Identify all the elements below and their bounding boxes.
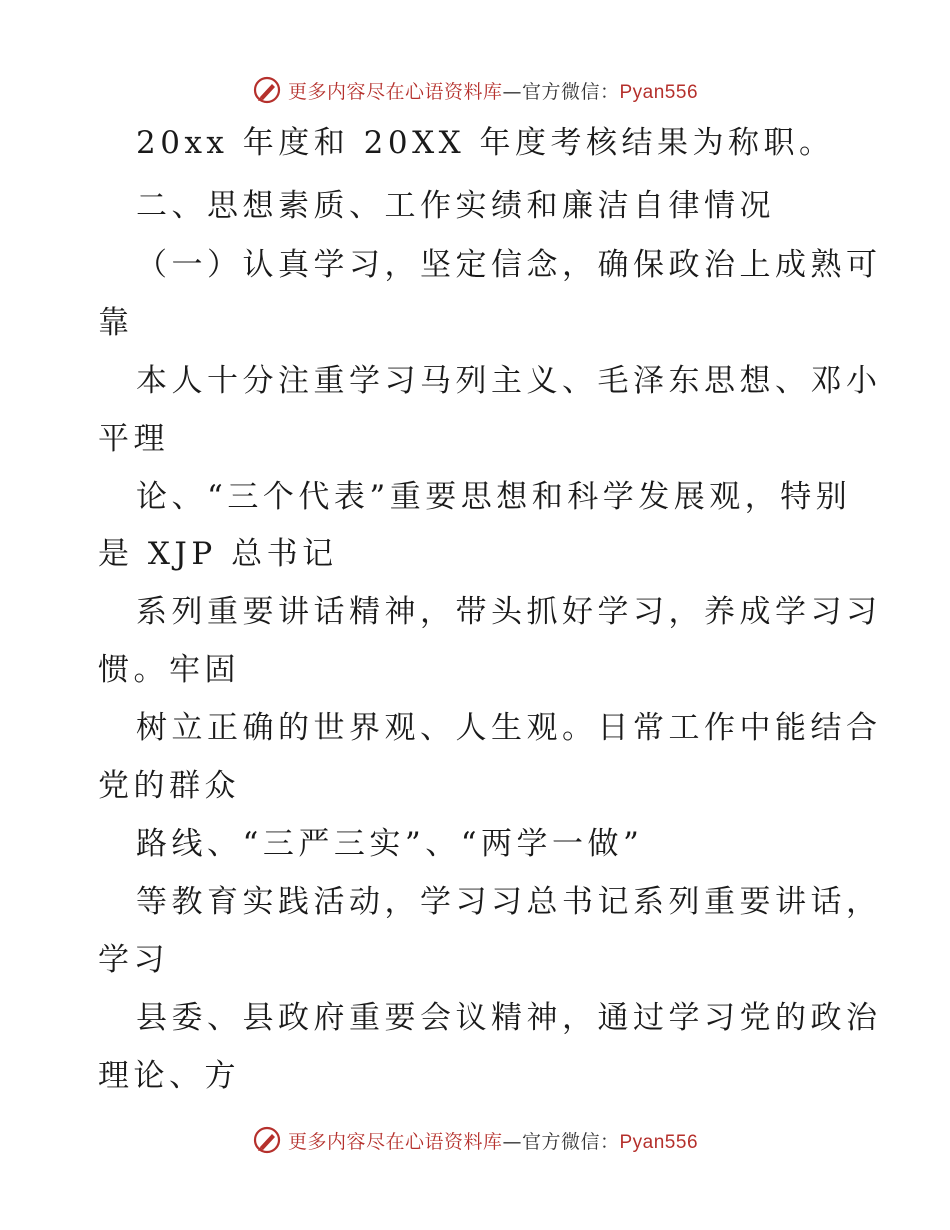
text-line: 系列重要讲话精神，带头抓好学习，养成学习习 [136, 594, 882, 630]
header-banner [0, 70, 950, 110]
section-heading: 二、思想素质、工作实绩和廉洁自律情况 [136, 188, 775, 224]
text-line: 党的群众 [98, 768, 240, 804]
text-line: 是 XJP 总书记 [98, 536, 338, 572]
text-line: 惯。牢固 [98, 652, 240, 688]
text-line: 理论、方 [98, 1058, 240, 1094]
banner-brand: 更多内容尽在心语资料库 [287, 1130, 503, 1153]
banner-text [288, 1127, 698, 1154]
text-line: 县委、县政府重要会议精神，通过学习党的政治 [136, 1000, 882, 1036]
subsection-heading-cont: 靠 [98, 305, 134, 341]
banner-dash: — [502, 80, 522, 103]
banner-wechat-label: 官方微信： [521, 1130, 620, 1153]
banner-wechat-id: Pyan556 [619, 81, 699, 103]
pen-logo-icon [252, 1125, 282, 1155]
subsection-heading: （一）认真学习，坚定信念，确保政治上成熟可 [136, 247, 882, 283]
text-line: 本人十分注重学习马列主义、毛泽东思想、邓小 [136, 363, 882, 399]
text-line: 树立正确的世界观、人生观。日常工作中能结合 [136, 710, 882, 746]
text-line: 论、“三个代表”重要思想和科学发展观，特别 [136, 479, 852, 515]
banner-wechat-id: Pyan556 [619, 1131, 699, 1153]
text-line: 等教育实践活动，学习习总书记系列重要讲话， [136, 884, 882, 920]
banner-text [288, 77, 698, 104]
text-line: 路线、“三严三实”、“两学一做” [136, 826, 644, 862]
text-line: 平理 [98, 421, 169, 457]
banner-wechat-label: 官方微信： [521, 80, 620, 103]
banner-dash: — [502, 1130, 522, 1153]
banner-brand: 更多内容尽在心语资料库 [287, 80, 503, 103]
footer-banner [0, 1120, 950, 1160]
text-line: 20xx 年度和 20XX 年度考核结果为称职。 [136, 125, 835, 161]
pen-logo-icon [252, 75, 282, 105]
text-line: 学习 [98, 942, 169, 978]
